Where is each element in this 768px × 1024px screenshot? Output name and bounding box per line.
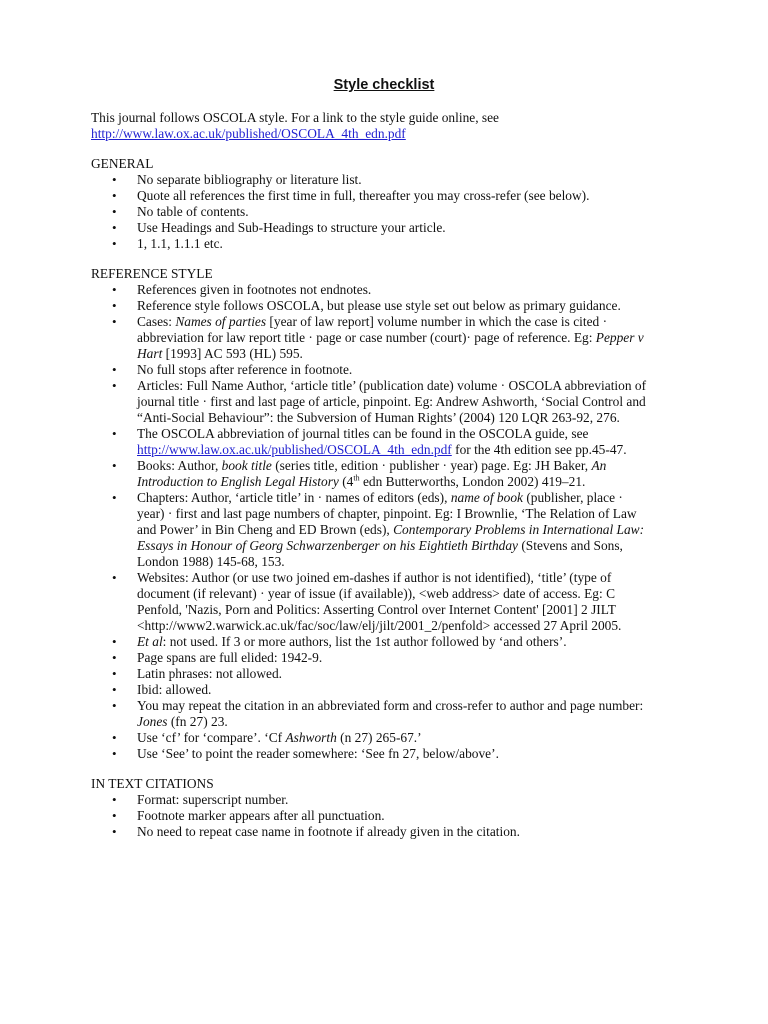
list-item: • No separate bibliography or literature list. <box>112 172 362 187</box>
list-item: • Ibid: allowed. <box>112 682 212 697</box>
reference-style-list <box>91 282 651 762</box>
section-heading-reference-style: REFERENCE STYLE <box>91 266 213 281</box>
list-item: • Use ‘See’ to point the reader somewhere: ‘See fn 27, below/above’. <box>112 746 499 761</box>
bullet-icon: • <box>112 426 117 441</box>
list-item: • No table of contents. <box>112 204 249 219</box>
list-item-chapters: • Chapters: Author, ‘article title’ in · names of editors (eds), name of book (publisher, place · year) · first and last page numbers of chapter, pinpoint. Eg: I Brownlie, ‘The Relation of Law and Power’ in Bin Cheng and ED Brown (eds), Contemporary Problems in International Law: Essays in Honour of Georg Schwarzenberger on his Eightieth Birthday (Stevens and Sons, London 1988) 145-68, 153. <box>112 490 645 569</box>
bullet-icon: • <box>112 730 117 745</box>
bullet-icon: • <box>112 824 117 839</box>
bullet-icon: • <box>112 634 117 649</box>
bullet-icon: • <box>112 746 117 761</box>
oscola-guide-link[interactable]: http://www.law.ox.ac.uk/published/OSCOLA_4th_edn.pdf <box>137 442 452 457</box>
page-title: Style checklist <box>333 77 435 93</box>
list-item-websites: • Websites: Author (or use two joined em-dashes if author is not identified), ‘title’ (type of document (if relevant) · year of issue (if available)), <web address> date of access. Eg: C Penfold, 'Nazis, Porn and Politics: Asserting Control over Internet Content' [2001] 2 JILT <http://www2.warwick.ac.uk/fac/soc/law/elj/jilt/2001_2/penfold> accessed 27 April 2005. <box>112 570 622 633</box>
list-item: • 1, 1.1, 1.1.1 etc. <box>112 236 223 251</box>
bullet-icon: • <box>112 490 117 505</box>
in-text-citations-list <box>91 792 651 840</box>
bullet-icon: • <box>112 362 117 377</box>
bullet-icon: • <box>112 458 117 473</box>
oscola-guide-link[interactable]: http://www.law.ox.ac.uk/published/OSCOLA_4th_edn.pdf <box>91 126 406 141</box>
list-item-et-al: • Et al: not used. If 3 or more authors, list the 1st author followed by ‘and others’. <box>112 634 567 649</box>
bullet-icon: • <box>112 236 117 251</box>
list-item-cases: • Cases: Names of parties [year of law report] volume number in which the case is cited · abbreviation for law report title · page or case number (court)· page of reference. Eg: Pepper v Hart [1993] AC 593 (HL) 595. <box>112 314 644 361</box>
bullet-icon: • <box>112 298 117 313</box>
list-item: • No need to repeat case name in footnote if already given in the citation. <box>112 824 520 839</box>
bullet-icon: • <box>112 378 117 393</box>
list-item: • Format: superscript number. <box>112 792 289 807</box>
bullet-icon: • <box>112 682 117 697</box>
list-item: • Quote all references the first time in full, thereafter you may cross-refer (see below). <box>112 188 590 203</box>
list-item: • Latin phrases: not allowed. <box>112 666 283 681</box>
bullet-icon: • <box>112 204 117 219</box>
section-heading-general: GENERAL <box>91 156 154 171</box>
bullet-icon: • <box>112 650 117 665</box>
list-item: • References given in footnotes not endnotes. <box>112 282 372 297</box>
bullet-icon: • <box>112 314 117 329</box>
list-item-books: • Books: Author, book title (series title, edition · publisher · year) page. Eg: JH Baker, An Introduction to English Legal History (4th edn Butterworths, London 2002) 419–21. <box>112 458 607 489</box>
bullet-icon: • <box>112 698 117 713</box>
list-item-abbreviations: • The OSCOLA abbreviation of journal titles can be found in the OSCOLA guide, see http://www.law.ox.ac.uk/published/OSCOLA_4th_edn.pdf for the 4th edition see pp.45-47. <box>112 426 627 457</box>
bullet-icon: • <box>112 808 117 823</box>
bullet-icon: • <box>112 172 117 187</box>
bullet-icon: • <box>112 570 117 585</box>
bullet-icon: • <box>112 188 117 203</box>
document-body <box>91 110 651 840</box>
list-item: • Footnote marker appears after all punctuation. <box>112 808 385 823</box>
general-list <box>91 172 651 252</box>
list-item: • Use Headings and Sub-Headings to structure your article. <box>112 220 446 235</box>
bullet-icon: • <box>112 666 117 681</box>
bullet-icon: • <box>112 792 117 807</box>
intro-paragraph <box>91 110 651 142</box>
list-item-repeat: • You may repeat the citation in an abbreviated form and cross-refer to author and page number: Jones (fn 27) 23. <box>112 698 644 729</box>
intro-text: This journal follows OSCOLA style. For a link to the style guide online, see <box>91 110 500 125</box>
list-item: • Reference style follows OSCOLA, but please use style set out below as primary guidance. <box>112 298 621 313</box>
list-item: • No full stops after reference in footnote. <box>112 362 353 377</box>
list-item-articles: • Articles: Full Name Author, ‘article title’ (publication date) volume · OSCOLA abbreviation of journal title · first and last page of article, pinpoint. Eg: Andrew Ashworth, ‘Social Control and “Anti-Social Behaviour”: the Subversion of Human Rights’ (2004) 120 LQR 263-92, 276. <box>112 378 647 425</box>
list-item: • Page spans are full elided: 1942-9. <box>112 650 323 665</box>
bullet-icon: • <box>112 282 117 297</box>
list-item-cf: • Use ‘cf’ for ‘compare’. ‘Cf Ashworth (n 27) 265-67.’ <box>112 730 422 745</box>
bullet-icon: • <box>112 220 117 235</box>
section-heading-in-text-citations: IN TEXT CITATIONS <box>91 776 214 791</box>
